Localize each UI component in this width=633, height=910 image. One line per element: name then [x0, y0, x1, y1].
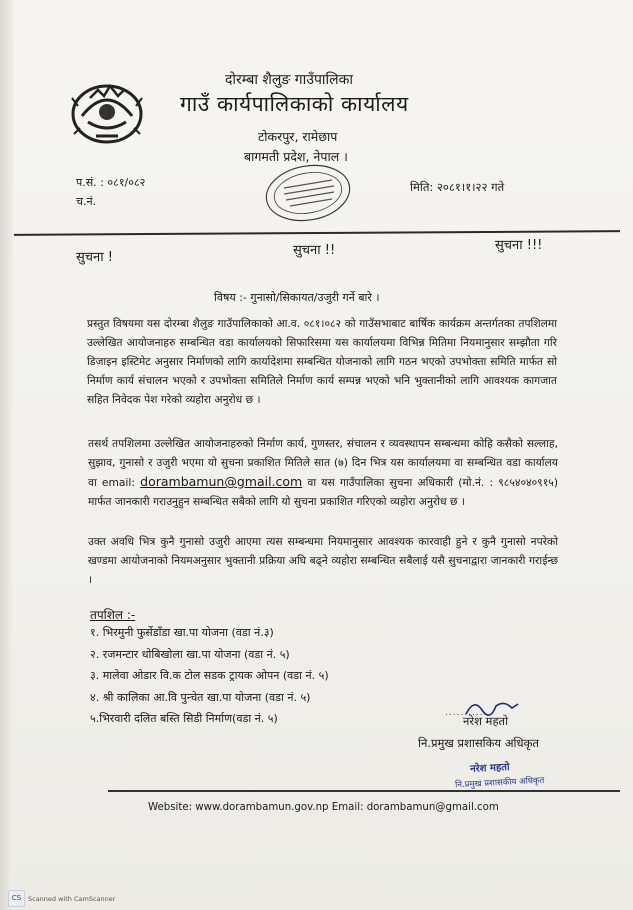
signature-stamp-title: नि.प्रमुख प्रशासकीय अधिकृत	[454, 775, 545, 791]
notice-heading-1: सुचना !	[76, 250, 113, 265]
office-seal-stamp	[262, 162, 354, 224]
body-paragraph-3: उक्त अवधि भित्र कुनै गुनासो उजुरी आएमा त्यस सम्बन्धमा नियमानुसार आवश्यक कारवाही हुने र कुनै गुनासो नपरेको खण्डमा आयोजनाको नियमअनुसार भुक्तानी प्रक्रिया अघि बढ्ने व्यहोरा सम्बन्धित सबैलाई यसै सुचनाद्वारा जानकारी गराईन्छ ।	[88, 535, 558, 586]
office-province: बागमती प्रदेश, नेपाल ।	[244, 149, 348, 164]
list-item: २. रजमन्टार धोबिखोला खा.पा योजना (वडा नं. ५)	[90, 647, 290, 661]
camscanner-logo-icon	[8, 890, 25, 907]
page-edge	[0, 0, 14, 910]
letter-number: प.सं. : ०८१/०८२	[76, 176, 146, 189]
notice-heading-2: सुचना !!	[293, 243, 336, 258]
list-item: ३. मालेवा ओडार वि.क टोल सडक ट्रायक ओपन (वडा नं. ५)	[90, 669, 329, 682]
body-paragraph-1: प्रस्तुत विषयमा यस दोरम्बा शैलुङ गाउँपालिकाको आ.व. ०८१।०८२ को गाउँसभाबाट बार्षिक कार्यक्रम अन्तर्गतका तपशिलमा उल्लेखित आयोजनाहरु सम्बन्धित वडा कार्यालयको सिफारिसमा यस कार्यालयमा विभिन्न मितिमा नियमानुसार सम्झौता गरि डिजाइन इस्टिमेट अनुसार निर्माणको लागि कार्यादेशमा सम्बन्धित योजनाको लागि गठन भएको उपभोक्ता समिति मार्फत सो निर्माण कार्य संचालन भएको र उपभोक्ता समितिले निर्माण कार्य सम्पन्न भएको भनि भुक्तानीको लागि आवश्यक कागजात सहित निवेदक पेश गरेको व्यहोरा अनुरोध छ ।	[87, 317, 557, 406]
signature-dotted-line: ...........	[445, 708, 488, 718]
signature-stamp-name: नरेश महतो	[469, 761, 510, 776]
list-item: १. भिरमुनी फुर्सेडाँडा खा.पा योजना (वडा नं.३)	[90, 626, 274, 639]
camscanner-badge-text: CS	[11, 894, 22, 902]
footer-divider	[108, 790, 620, 792]
municipality-name: दोरम्बा शैलुङ गाउँपालिका	[225, 72, 354, 88]
project-list	[90, 622, 329, 730]
reference-block	[76, 173, 145, 211]
office-location: टोकरपुर, रामेछाप	[258, 129, 338, 144]
nepal-emblem-icon	[68, 76, 146, 146]
signatory-title: नि.प्रमुख प्रशासकिय अधिकृत	[418, 736, 539, 750]
paragraph-2-text-end: वा यस गाउँपालिका सुचना अधिकारी (मो.नं. : ९८५४०४०९१५) मार्फत जानकारी गराउनुहुन सम्बन्धित सबैको लागि यो सुचना प्रकाशित गरिएको व्यहोरा अनुरोध छ ।	[88, 476, 558, 508]
list-item: ४. श्री कालिका आ.वि पुन्चेत खा.पा योजना (वडा नं. ५)	[90, 690, 311, 704]
scanner-watermark: Scanned with CamScanner	[28, 895, 116, 903]
details-title: तपशिल :-	[90, 608, 136, 622]
dispatch-number: च.नं.	[76, 195, 97, 208]
contact-email-link[interactable]: dorambamun@gmail.com	[140, 474, 303, 489]
paragraph-2-text-start: तसर्थ तपशिलमा उल्लेखित आयोजनाहरुको निर्माण कार्य, गुणस्तर, संचालन र व्यवस्थापन सम्बन्धमा कोहि कसैको सल्लाह, सुझाव, गुनासो र उजुरी भएमा यो सुचना प्रकाशित मितिले सात (७) दिन भित्र यस कार्यालयमा वा सम्बन्धित वडा कार्यालय वा email:	[88, 437, 558, 489]
letter-date: मिति: २०८१।१।२२ गते	[410, 180, 505, 194]
signatory-name: नरेश महतो	[463, 714, 509, 728]
body-paragraph-2	[88, 434, 558, 511]
office-name: गाउँ कार्यपालिकाको कार्यालय	[180, 92, 409, 116]
footer-contact: Website: www.dorambamun.gov.np Email: dorambamun@gmail.com	[148, 802, 499, 813]
subject-line: विषय :- गुनासो/सिकायत/उजुरी गर्ने बारे ।	[214, 291, 380, 304]
list-item: ५.भिरवारी दलित बस्ति सिडी निर्माण(वडा नं. ५)	[90, 712, 278, 725]
notice-heading-3: सुचना !!!	[495, 238, 543, 253]
